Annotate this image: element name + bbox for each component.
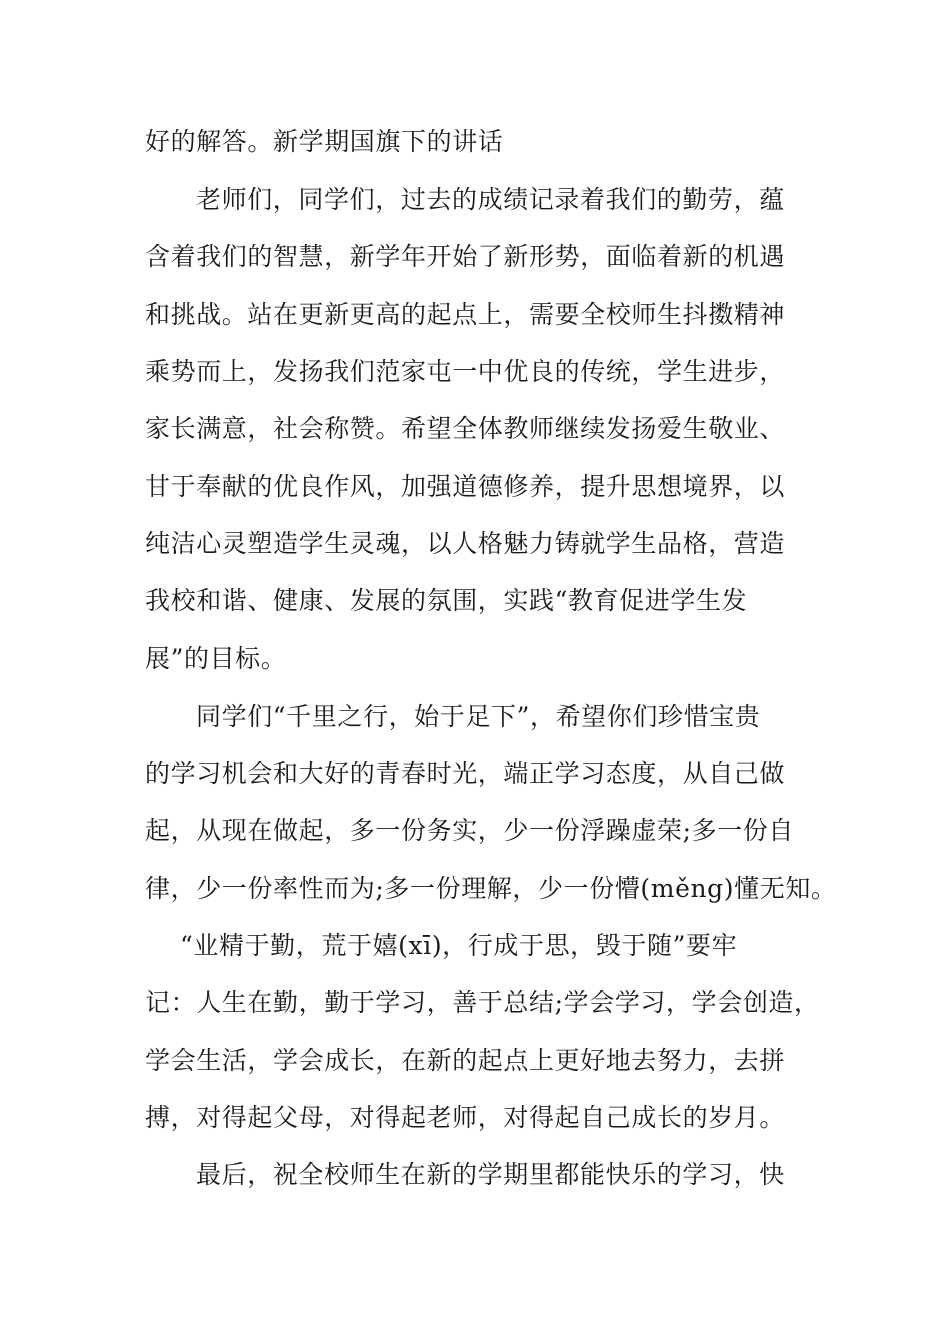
text-line: 纯洁心灵塑造学生灵魂，以人格魅力铸就学生品格，营造 — [145, 529, 786, 558]
text-line: 的学习机会和大好的青春时光，端正学习态度，从自己做 — [145, 759, 786, 788]
text-line: 我校和谐、健康、发展的氛围，实践“教育促进学生发 — [145, 586, 748, 615]
text-line: 律，少一份率性而为;多一份理解，少一份懵(měng)懂无知。 — [145, 874, 837, 903]
text-line: 展”的目标。 — [145, 644, 287, 673]
text-line: 和挑战。站在更新更高的起点上，需要全校师生抖擞精神 — [145, 300, 786, 329]
paragraph-start-line: 同学们“千里之行，始于足下”，希望你们珍惜宝贵 — [196, 702, 761, 731]
text-line: 甘于奉献的优良作风，加强道德修养，提升思想境界，以 — [145, 472, 786, 501]
text-line: 含着我们的智慧，新学年开始了新形势，面临着新的机遇 — [145, 242, 786, 271]
text-line: 起，从现在做起，多一份务实，少一份浮躁虚荣;多一份自 — [145, 816, 795, 845]
paragraph-start-line: 老师们，同学们，过去的成绩记录着我们的勤劳，蕴 — [196, 185, 785, 214]
text-line: 搏，对得起父母，对得起老师，对得起自己成长的岁月。 — [145, 1103, 786, 1132]
text-line: 好的解答。新学期国旗下的讲话 — [145, 127, 504, 156]
text-line: 记：人生在勤，勤于学习，善于总结;学会学习，学会创造， — [145, 988, 820, 1017]
text-line: 学会生活，学会成长，在新的起点上更好地去努力，去拼 — [145, 1046, 786, 1075]
text-line: 乘势而上，发扬我们范家屯一中优良的传统，学生进步， — [145, 357, 786, 386]
paragraph-start-line: “业精于勤，荒于嬉(xī)，行成于思，毁于随”要牢 — [180, 931, 738, 960]
text-line: 家长满意，社会称赞。希望全体教师继续发扬爱生敬业、 — [145, 414, 786, 443]
paragraph-start-line: 最后，祝全校师生在新的学期里都能快乐的学习，快 — [196, 1160, 785, 1189]
